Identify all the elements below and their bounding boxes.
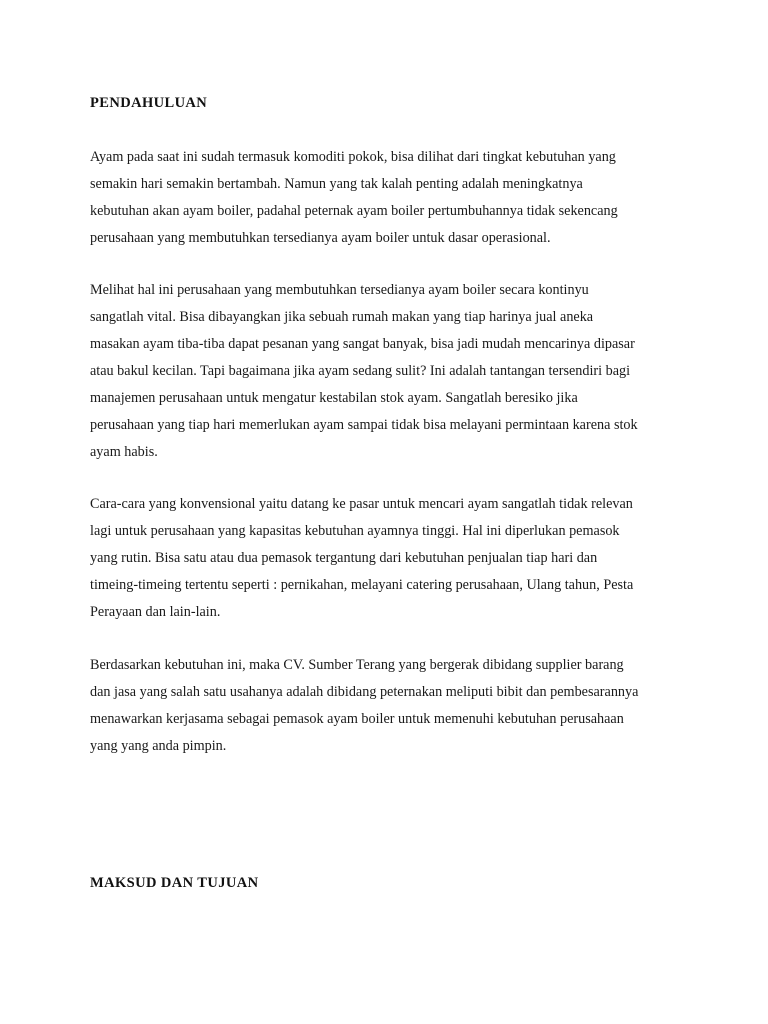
text-line: Cara-cara yang konvensional yaitu datang ke pasar untuk mencari ayam sangatlah tidak relevan [90, 496, 633, 512]
text-line: dan jasa yang salah satu usahanya adalah dibidang peternakan meliputi bibit dan pembesarannya [90, 684, 639, 700]
text-line: Ayam pada saat ini sudah termasuk komoditi pokok, bisa dilihat dari tingkat kebutuhan yang [90, 149, 616, 165]
text-line: manajemen perusahaan untuk mengatur kestabilan stok ayam. Sangatlah beresiko jika [90, 390, 578, 406]
heading-pendahuluan: PENDAHULUAN [90, 95, 208, 111]
text-line: sangatlah vital. Bisa dibayangkan jika sebuah rumah makan yang tiap harinya jual aneka [90, 309, 594, 325]
text-line: masakan ayam tiba-tiba dapat pesanan yang sangat banyak, bisa jadi mudah mencarinya dipasar [90, 336, 635, 352]
text-line: atau bakul kecilan. Tapi bagaimana jika ayam sedang sulit? Ini adalah tantangan tersendiri bagi [90, 363, 631, 379]
text-line: perusahaan yang tiap hari memerlukan ayam sampai tidak bisa melayani permintaan karena stok [90, 417, 638, 433]
text-line: perusahaan yang membutuhkan tersedianya ayam boiler untuk dasar operasional. [90, 230, 551, 246]
text-line: Perayaan dan lain-lain. [90, 604, 221, 620]
heading-maksud-dan-tujuan: MAKSUD DAN TUJUAN [90, 875, 259, 891]
text-line: timeing-timeing tertentu seperti : pernikahan, melayani catering perusahaan, Ulang tahun, Pesta [90, 577, 634, 593]
text-line: Berdasarkan kebutuhan ini, maka CV. Sumber Terang yang bergerak dibidang supplier barang [90, 657, 624, 673]
text-line: Melihat hal ini perusahaan yang membutuhkan tersedianya ayam boiler secara kontinyu [90, 282, 589, 298]
text-line: kebutuhan akan ayam boiler, padahal peternak ayam boiler pertumbuhannya tidak sekencang [90, 203, 618, 219]
text-line: ayam habis. [90, 444, 158, 460]
text-line: lagi untuk perusahaan yang kapasitas kebutuhan ayamnya tinggi. Hal ini diperlukan pemasok [90, 523, 620, 539]
text-line: yang yang anda pimpin. [90, 738, 227, 754]
text-line: semakin hari semakin bertambah. Namun yang tak kalah penting adalah meningkatnya [90, 176, 583, 192]
text-line: yang rutin. Bisa satu atau dua pemasok tergantung dari kebutuhan penjualan tiap hari dan [90, 550, 598, 566]
text-line: menawarkan kerjasama sebagai pemasok ayam boiler untuk memenuhi kebutuhan perusahaan [90, 711, 624, 727]
